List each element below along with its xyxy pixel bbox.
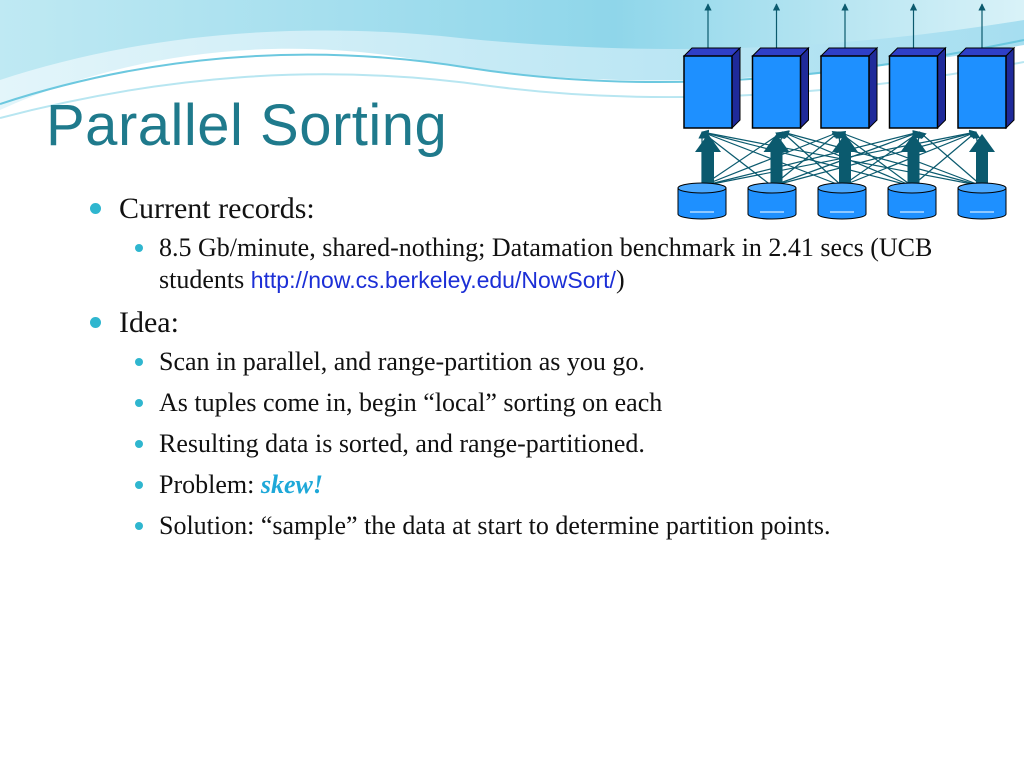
sub-bullet-solution: Solution: “sample” the data at start to determine partition points.: [88, 510, 968, 542]
bullet-dot: [135, 481, 143, 489]
bullet-dot: [90, 317, 101, 328]
sub-bullet-scan: Scan in parallel, and range-partition as you go.: [88, 346, 968, 378]
bullet-dot: [90, 203, 101, 214]
processor-node: [958, 48, 1014, 128]
bullet-dot: [135, 440, 143, 448]
input-arrow: [695, 134, 721, 186]
skew-emphasis: skew!: [260, 470, 323, 499]
bullet-dot: [135, 399, 143, 407]
processor-node: [684, 48, 740, 128]
sub-bullet-result: Resulting data is sorted, and range-partitioned.: [88, 428, 968, 460]
processor-node: [753, 48, 809, 128]
bullet-dot: [135, 522, 143, 530]
slide-title: Parallel Sorting: [46, 93, 448, 158]
bullet-idea: Idea:: [88, 306, 968, 340]
sub-bullet-records: 8.5 Gb/minute, shared-nothing; Datamation benchmark in 2.41 secs (UCB students http://now.cs.berkeley.edu/NowSort/): [88, 232, 968, 296]
processor-node: [890, 48, 946, 128]
bullet-dot: [135, 358, 143, 366]
nowsort-link[interactable]: http://now.cs.berkeley.edu/NowSort/: [250, 267, 616, 293]
sub-bullet-local-sorting: As tuples come in, begin “local” sorting on each: [88, 387, 968, 419]
sub-bullet-problem: Problem: skew!: [88, 469, 968, 501]
bullet-current-records: Current records:: [88, 192, 968, 226]
processor-node: [821, 48, 877, 128]
slide-content: [88, 192, 968, 551]
bullet-dot: [135, 244, 143, 252]
